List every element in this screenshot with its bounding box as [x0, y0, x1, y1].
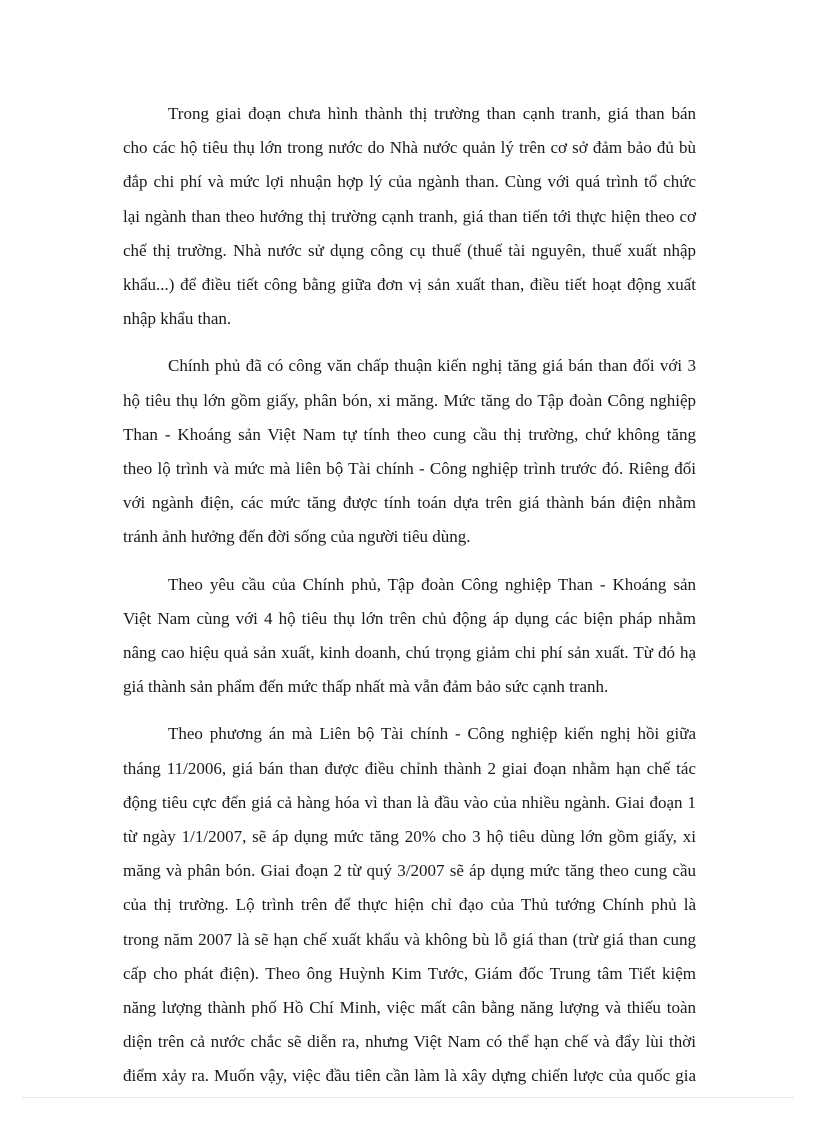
text-line: điểm xảy ra. Muốn vậy, việc đầu tiên cần làm là xây dựng chiến lược của quốc gia: [123, 1066, 696, 1086]
paragraph-coal-pricing-history: [123, 97, 696, 336]
text-line: nâng cao hiệu quả sản xuất, kinh doanh, chú trọng giảm chi phí sản xuất. Từ đó hạ: [123, 643, 696, 663]
text-line: măng và phân bón. Giai đoạn 2 từ quý 3/2007 sẽ áp dụng mức tăng theo cung cầu: [123, 861, 696, 881]
text-line: hộ tiêu thụ lớn gồm giấy, phân bón, xi măng. Mức tăng do Tập đoàn Công nghiệp: [123, 390, 696, 410]
text-line: tránh ảnh hưởng đến đời sống của người tiêu dùng.: [123, 527, 471, 547]
text-line: diện trên cả nước chắc sẽ diễn ra, nhưng Việt Nam có thể hạn chế và đẩy lùi thời: [123, 1032, 696, 1052]
text-line: Theo yêu cầu của Chính phủ, Tập đoàn Công nghiệp Than - Khoáng sản: [168, 574, 696, 594]
text-line: trong năm 2007 là sẽ hạn chế xuất khẩu và không bù lỗ giá than (trừ giá than cung: [123, 929, 696, 949]
paragraph-government-approval: [123, 349, 696, 554]
text-line: năng lượng thành phố Hồ Chí Minh, việc mất cân bằng năng lượng và thiếu toàn: [123, 998, 696, 1018]
text-line: Việt Nam cùng với 4 hộ tiêu thụ lớn trên chủ động áp dụng các biện pháp nhằm: [123, 608, 696, 628]
text-line: đắp chi phí và mức lợi nhuận hợp lý của ngành than. Cùng với quá trình tổ chức: [123, 172, 696, 192]
text-line: khẩu...) để điều tiết công bằng giữa đơn vị sản xuất than, điều tiết hoạt động xuất: [123, 275, 696, 295]
text-line: của thị trường. Lộ trình trên để thực hiện chỉ đạo của Thủ tướng Chính phủ là: [123, 895, 696, 915]
text-line: Theo phương án mà Liên bộ Tài chính - Công nghiệp kiến nghị hồi giữa: [168, 724, 696, 744]
text-line: với ngành điện, các mức tăng được tính toán dựa trên giá thành bán điện nhằm: [123, 493, 696, 513]
text-line: Chính phủ đã có công văn chấp thuận kiến nghị tăng giá bán than đối với 3: [168, 356, 696, 376]
text-line: tháng 11/2006, giá bán than được điều chỉnh thành 2 giai đoạn nhằm hạn chế tác: [123, 758, 696, 778]
text-line: lại ngành than theo hướng thị trường cạnh tranh, giá than tiến tới thực hiện theo cơ: [123, 206, 696, 226]
text-line: từ ngày 1/1/2007, sẽ áp dụng mức tăng 20% cho 3 hộ tiêu dùng lớn gồm giấy, xi: [123, 827, 696, 847]
body-text: [123, 97, 696, 1107]
text-line: Than - Khoáng sản Việt Nam tự tính theo cung cầu thị trường, chứ không tăng: [123, 424, 696, 444]
text-line: nhập khẩu than.: [123, 309, 232, 329]
text-line: cấp cho phát điện). Theo ông Huỳnh Kim Tước, Giám đốc Trung tâm Tiết kiệm: [123, 963, 696, 983]
paragraph-price-adjustment-plan: [123, 717, 696, 1093]
text-line: cho các hộ tiêu thụ lớn trong nước do Nhà nước quản lý trên cơ sở đảm bảo đủ bù: [123, 138, 696, 158]
paragraph-efficiency-measures: [123, 568, 696, 705]
text-line: chế thị trường. Nhà nước sử dụng công cụ thuế (thuế tài nguyên, thuế xuất nhập: [123, 240, 696, 260]
text-line: theo lộ trình và mức mà liên bộ Tài chính - Công nghiệp trình trước đó. Riêng đối: [123, 459, 696, 479]
text-line: giá thành sản phẩm đến mức thấp nhất mà vẫn đảm bảo sức cạnh tranh.: [123, 677, 609, 697]
page-footer-divider: [23, 1097, 793, 1098]
text-line: Trong giai đoạn chưa hình thành thị trường than cạnh tranh, giá than bán: [168, 104, 696, 123]
text-line: động tiêu cực đến giá cả hàng hóa vì than là đầu vào của nhiều ngành. Giai đoạn 1: [123, 792, 696, 812]
